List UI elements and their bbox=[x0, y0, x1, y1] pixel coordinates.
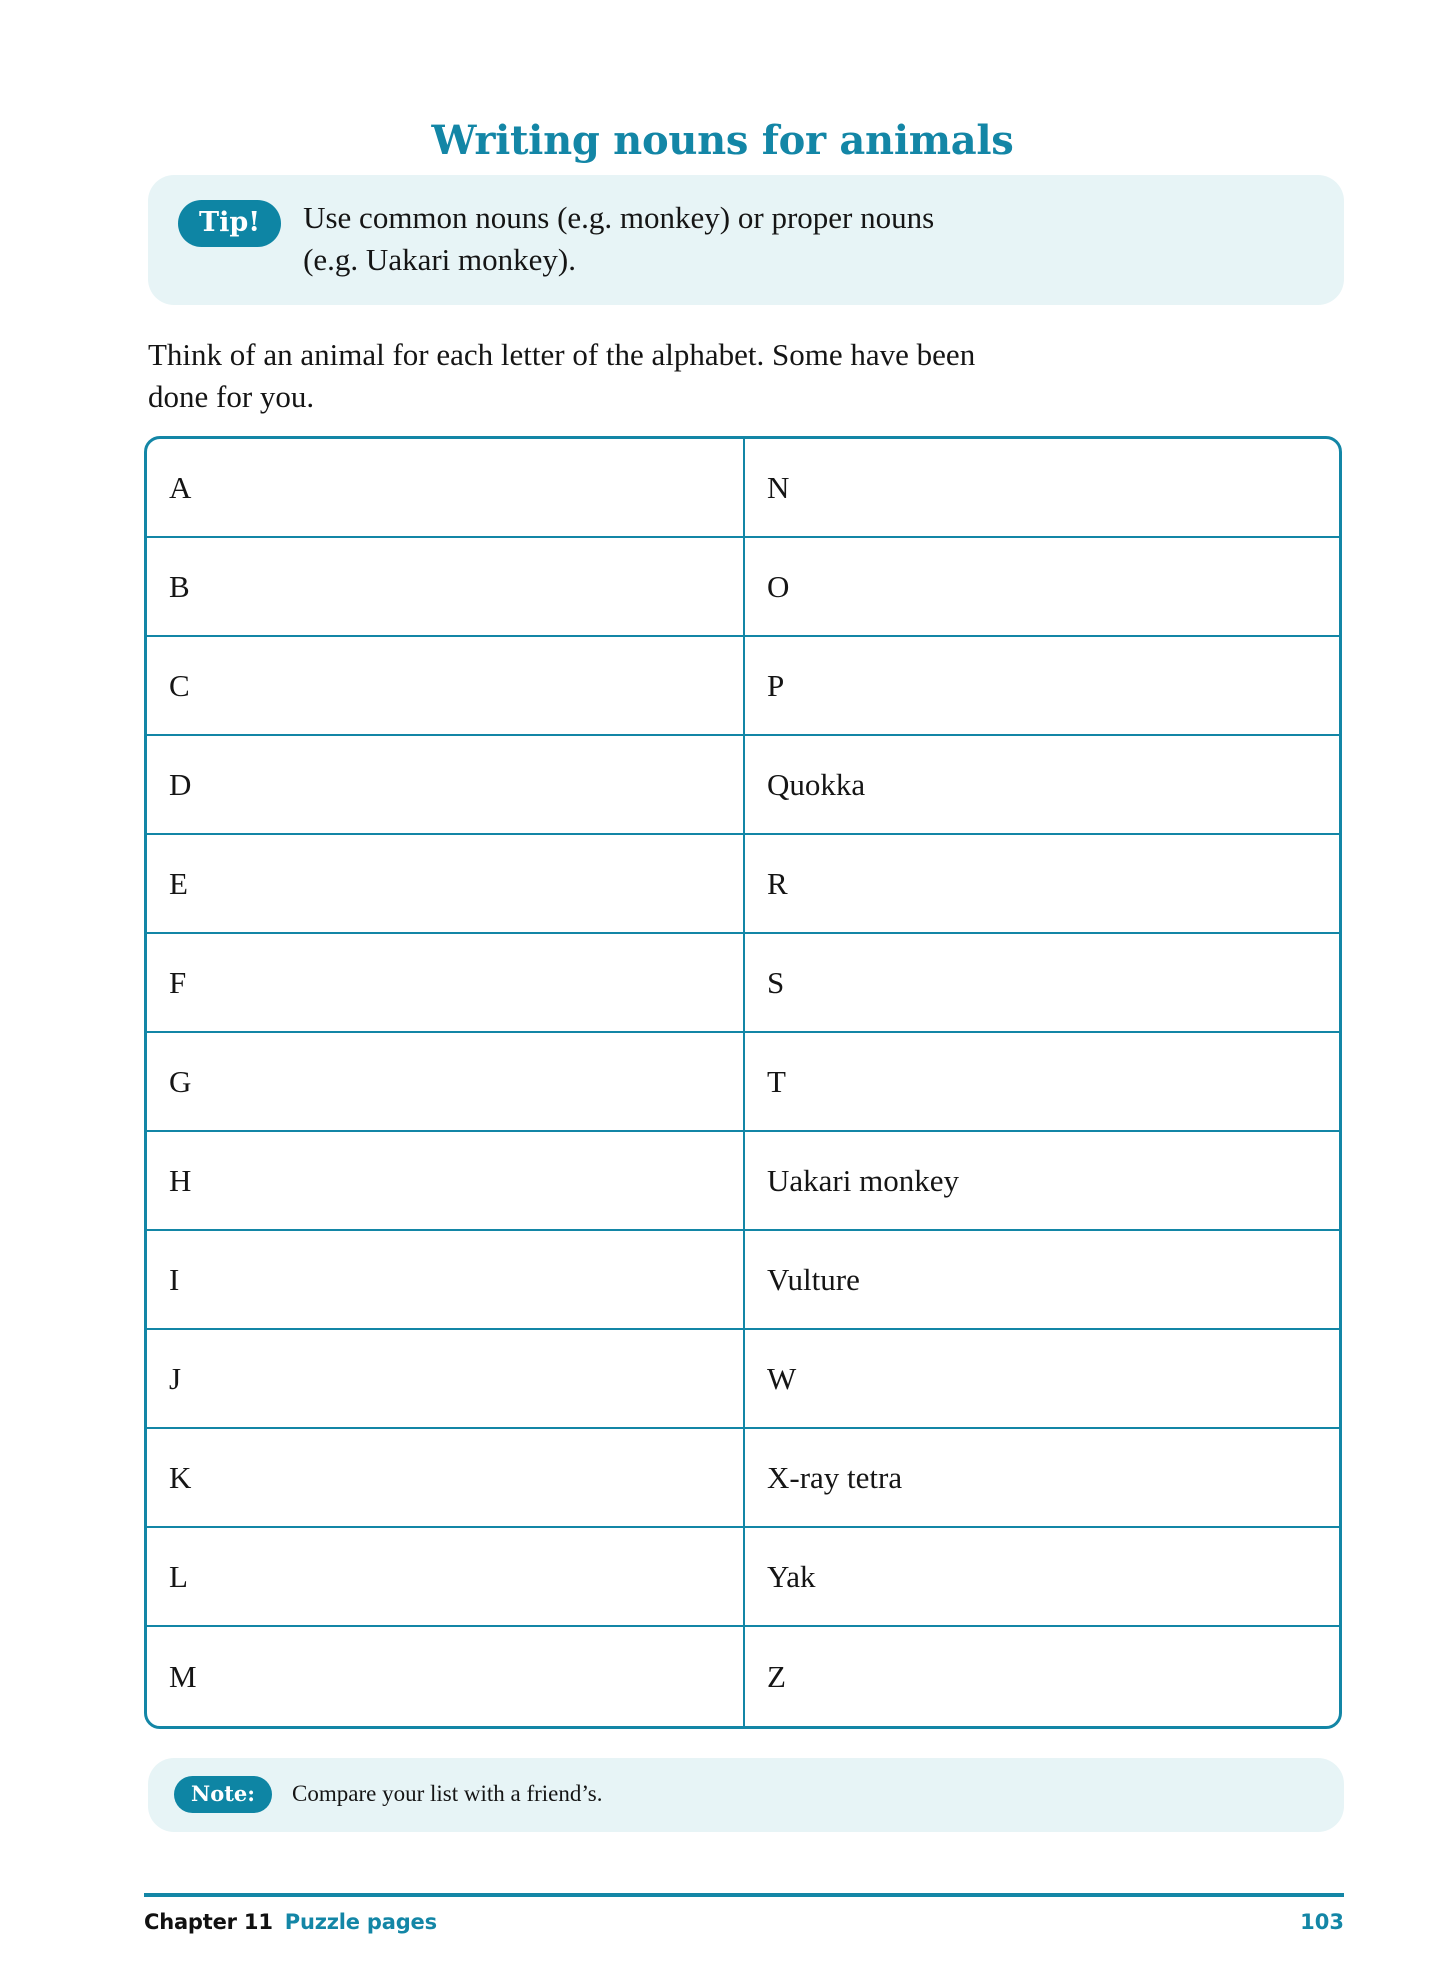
alphabet-cell-u[interactable]: Uakari monkey bbox=[767, 1162, 959, 1198]
note-badge: Note: bbox=[174, 1776, 272, 1813]
alphabet-cell-m[interactable]: M bbox=[147, 1627, 745, 1726]
alphabet-cell-k[interactable]: K bbox=[147, 1429, 745, 1526]
tip-text-line-2: (e.g. Uakari monkey). bbox=[303, 241, 576, 277]
footer-section-label: Puzzle pages bbox=[284, 1910, 437, 1934]
alphabet-cell-d[interactable]: D bbox=[147, 736, 745, 833]
alphabet-cell-z[interactable]: Z bbox=[767, 1658, 786, 1694]
table-row bbox=[147, 637, 1339, 736]
alphabet-cell-h[interactable]: H bbox=[147, 1132, 745, 1229]
alphabet-cell-s[interactable]: S bbox=[767, 964, 785, 1000]
table-row bbox=[147, 538, 1339, 637]
table-row bbox=[147, 934, 1339, 1033]
alphabet-cell-c[interactable]: C bbox=[147, 637, 745, 734]
tip-callout bbox=[148, 175, 1344, 305]
alphabet-cell-w[interactable]: W bbox=[767, 1360, 797, 1396]
tip-text bbox=[303, 197, 1314, 281]
table-row bbox=[147, 1132, 1339, 1231]
note-callout-row bbox=[174, 1774, 1314, 1813]
tip-callout-row bbox=[178, 197, 1314, 281]
page-title: Writing nouns for animals bbox=[431, 116, 1014, 164]
table-row bbox=[147, 1330, 1339, 1429]
alphabet-cell-a[interactable]: A bbox=[147, 439, 745, 536]
alphabet-cell-b[interactable]: B bbox=[147, 538, 745, 635]
table-row bbox=[147, 736, 1339, 835]
table-row bbox=[147, 1231, 1339, 1330]
alphabet-cell-v[interactable]: Vulture bbox=[767, 1261, 860, 1297]
note-text: Compare your list with a friend’s. bbox=[292, 1781, 603, 1806]
alphabet-table bbox=[144, 436, 1342, 1729]
alphabet-cell-r[interactable]: R bbox=[767, 865, 788, 901]
table-row bbox=[147, 835, 1339, 934]
footer-left-group bbox=[144, 1910, 437, 1934]
alphabet-cell-q[interactable]: Quokka bbox=[767, 766, 866, 802]
alphabet-cell-g[interactable]: G bbox=[147, 1033, 745, 1130]
alphabet-cell-i[interactable]: I bbox=[147, 1231, 745, 1328]
note-callout bbox=[148, 1758, 1344, 1832]
table-row bbox=[147, 439, 1339, 538]
instruction-line-1: Think of an animal for each letter of the alphabet. Some have been bbox=[148, 337, 976, 372]
alphabet-cell-n[interactable]: N bbox=[767, 469, 790, 505]
instruction-paragraph bbox=[148, 334, 1308, 417]
table-row bbox=[147, 1528, 1339, 1627]
alphabet-cell-x[interactable]: X-ray tetra bbox=[767, 1459, 903, 1495]
alphabet-cell-e[interactable]: E bbox=[147, 835, 745, 932]
tip-badge: Tip! bbox=[178, 200, 281, 247]
tip-text-line-1: Use common nouns (e.g. monkey) or proper nouns bbox=[303, 200, 935, 235]
alphabet-cell-p[interactable]: P bbox=[767, 667, 785, 703]
page-footer bbox=[144, 1910, 1344, 1934]
alphabet-cell-j[interactable]: J bbox=[147, 1330, 745, 1427]
table-row bbox=[147, 1429, 1339, 1528]
footer-divider bbox=[144, 1893, 1344, 1897]
footer-page-number: 103 bbox=[1300, 1910, 1344, 1934]
alphabet-cell-l[interactable]: L bbox=[147, 1528, 745, 1625]
table-row bbox=[147, 1033, 1339, 1132]
table-row bbox=[147, 1627, 1339, 1726]
instruction-line-2: done for you. bbox=[148, 378, 315, 414]
alphabet-cell-y[interactable]: Yak bbox=[767, 1558, 816, 1594]
alphabet-cell-t[interactable]: T bbox=[767, 1063, 786, 1099]
alphabet-cell-o[interactable]: O bbox=[767, 568, 790, 604]
alphabet-cell-f[interactable]: F bbox=[147, 934, 745, 1031]
footer-chapter-label: Chapter 11 bbox=[144, 1910, 273, 1934]
